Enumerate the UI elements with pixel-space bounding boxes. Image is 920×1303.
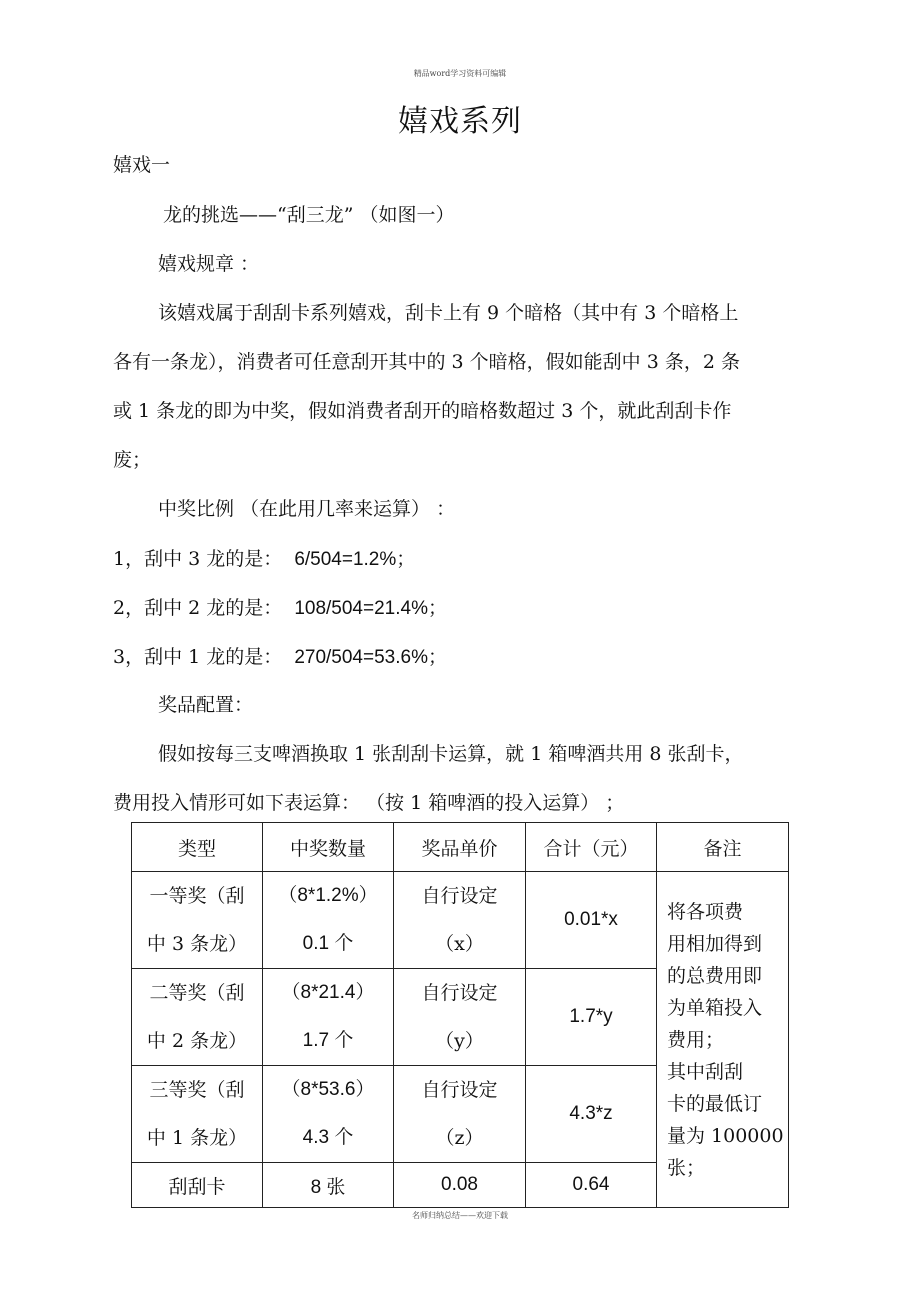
- cell-type: 一等奖（刮 中 3 条龙）: [132, 872, 263, 969]
- cell-price: 自行设定 （x）: [394, 872, 526, 969]
- ratio-value: 108/504=21.4%；: [294, 598, 447, 619]
- column-header: 类型: [132, 823, 263, 872]
- cell-total: 0.01*x: [526, 872, 657, 969]
- cell-qty: 8 张: [263, 1163, 394, 1208]
- rules-line: 废；: [113, 449, 152, 471]
- ratio-value: 270/504=53.6%；: [294, 647, 447, 668]
- cell-note: 将各项费 用相加得到 的总费用即 为单箱投入 费用； 其中刮刮 卡的最低订 量为 100000 张；: [657, 872, 789, 1208]
- table-row: [132, 872, 789, 969]
- rules-line: 各有一条龙），消费者可任意刮开其中的 3 个暗格，假如能刮中 3 条，2 条: [113, 351, 740, 373]
- ratio-label: 3，刮中 1 龙的是：: [113, 646, 283, 668]
- footer-note: 名师归纳总结——欢迎下载: [412, 1211, 508, 1220]
- ratio-item: [113, 642, 447, 669]
- game-subtitle: 龙的挑选——“刮三龙” （如图一）: [163, 204, 455, 226]
- cell-qty: （8*21.4） 1.7 个: [263, 969, 394, 1066]
- prize-table: [131, 822, 789, 1208]
- cell-price: 0.08: [394, 1163, 526, 1208]
- document-title: 嬉戏系列: [398, 104, 522, 139]
- ratio-value: 6/504=1.2%；: [294, 549, 416, 570]
- cell-price: 自行设定 （z）: [394, 1066, 526, 1163]
- rules-line: 该嬉戏属于刮刮卡系列嬉戏，刮卡上有 9 个暗格（其中有 3 个暗格上: [158, 302, 739, 324]
- column-header: 中奖数量: [263, 823, 394, 872]
- column-header: 奖品单价: [394, 823, 526, 872]
- prize-line: 假如按每三支啤酒换取 1 张刮刮卡运算，就 1 箱啤酒共用 8 张刮卡，: [158, 743, 744, 765]
- header-note: 精品word学习资料可编辑: [413, 69, 507, 78]
- cell-type: 三等奖（刮 中 1 条龙）: [132, 1066, 263, 1163]
- ratio-item: [113, 544, 415, 571]
- cell-total: 0.64: [526, 1163, 657, 1208]
- cell-price: 自行设定 （y）: [394, 969, 526, 1066]
- ratio-label: 1，刮中 3 龙的是：: [113, 548, 283, 570]
- cell-qty: （8*1.2%） 0.1 个: [263, 872, 394, 969]
- ratio-item: [113, 593, 447, 620]
- column-header: 备注: [657, 823, 789, 872]
- cell-type: 刮刮卡: [132, 1163, 263, 1208]
- prize-line: 费用投入情形可如下表运算： （按 1 箱啤酒的投入运算） ；: [113, 792, 625, 814]
- cell-type: 二等奖（刮 中 2 条龙）: [132, 969, 263, 1066]
- ratio-heading: 中奖比例 （在此用几率来运算） ：: [158, 498, 456, 520]
- table-header-row: [132, 823, 789, 872]
- rules-line: 或 1 条龙的即为中奖，假如消费者刮开的暗格数超过 3 个，就此刮刮卡作: [113, 400, 732, 422]
- prize-heading: 奖品配置：: [158, 694, 254, 716]
- column-header: 合计（元）: [526, 823, 657, 872]
- cell-total: 1.7*y: [526, 969, 657, 1066]
- ratio-label: 2，刮中 2 龙的是：: [113, 597, 283, 619]
- section-heading: 嬉戏一: [113, 154, 171, 176]
- rules-heading: 嬉戏规章 ：: [158, 253, 260, 275]
- cell-total: 4.3*z: [526, 1066, 657, 1163]
- cell-qty: （8*53.6） 4.3 个: [263, 1066, 394, 1163]
